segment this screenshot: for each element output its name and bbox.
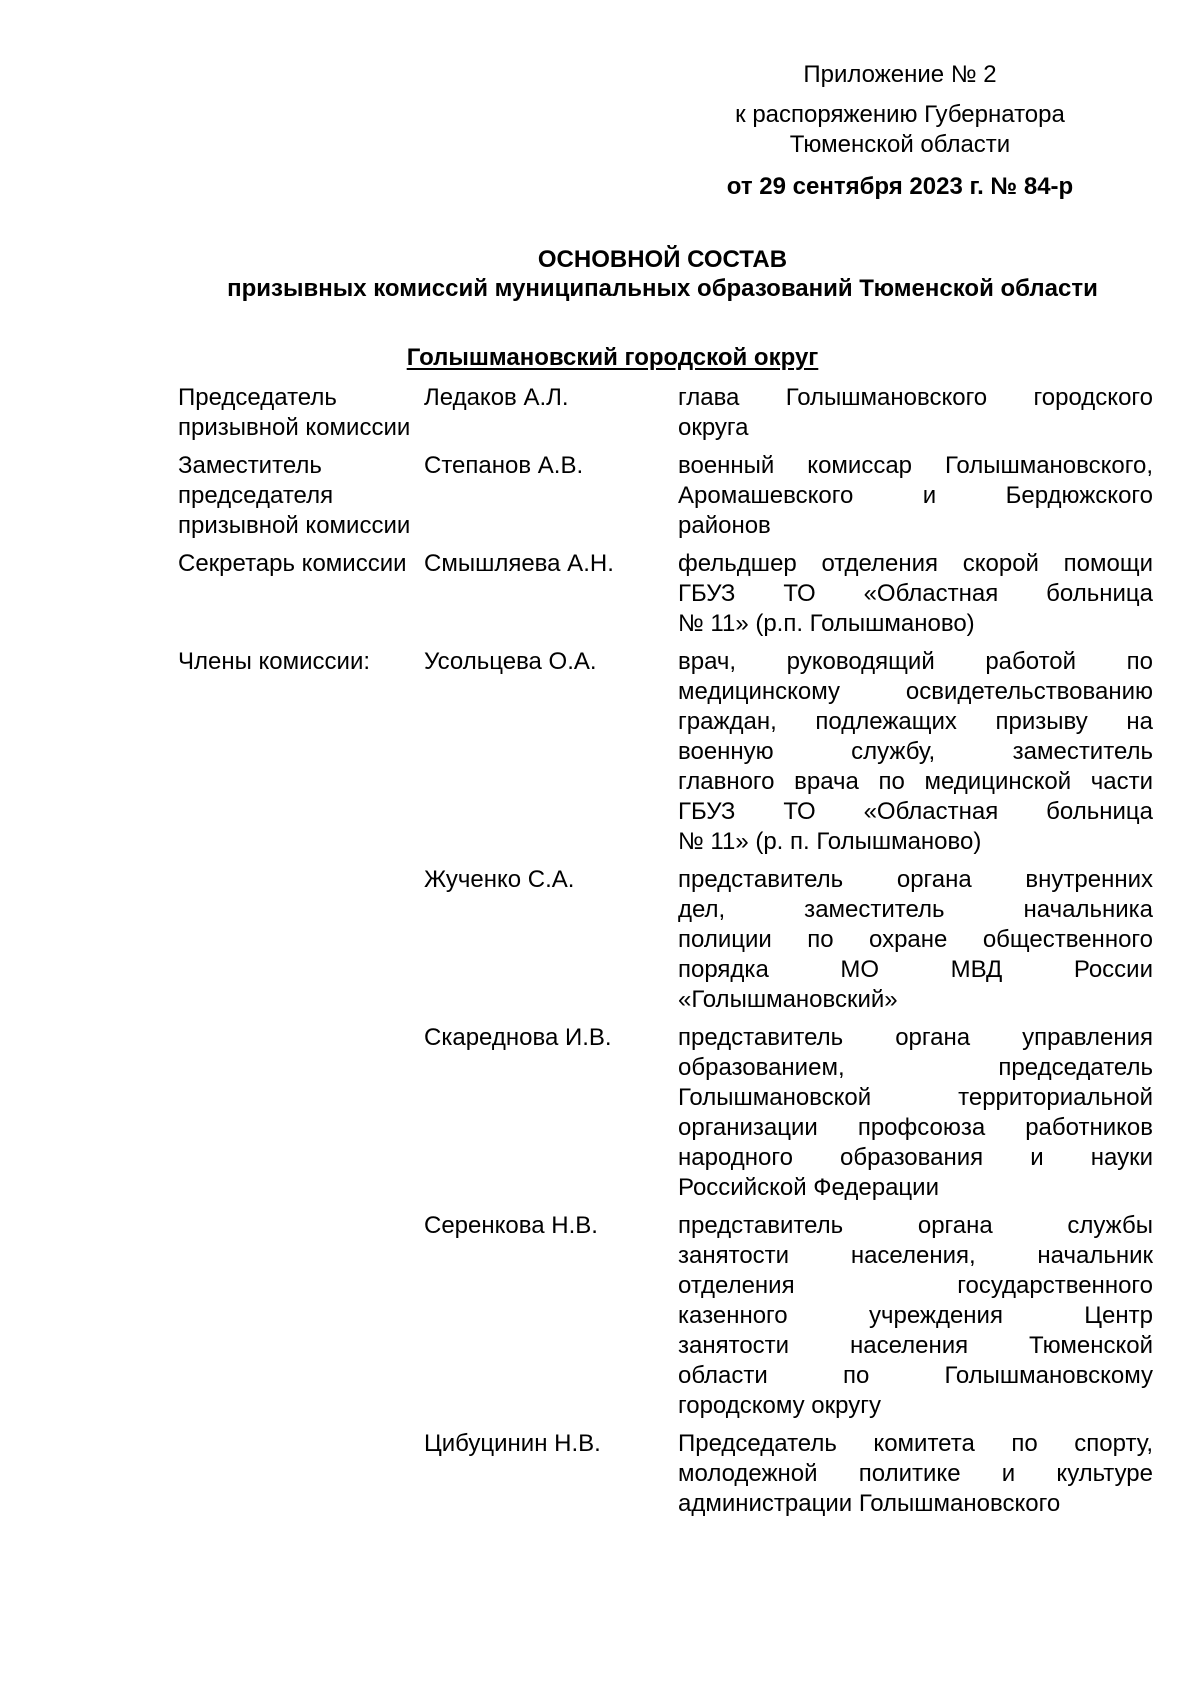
position-line: казенного учреждения Центр <box>678 1302 1153 1329</box>
position-line: ГБУЗ ТО «Областная больница <box>678 580 1153 607</box>
position-line: представитель органа управления <box>678 1024 1153 1051</box>
position-line: представитель органа внутренних <box>678 866 1153 893</box>
section-title <box>0 343 1200 373</box>
order-reference: к распоряжению Губернатора Тюменской области <box>735 101 1065 158</box>
member-role <box>178 1023 424 1203</box>
position-line: главного врача по медицинской части <box>678 768 1153 795</box>
position-line: ГБУЗ ТО «Областная больница <box>678 798 1153 825</box>
member-name: Ледаков А.Л. <box>424 384 569 411</box>
position-line: «Голышмановский» <box>678 986 898 1013</box>
member-name: Смышляева А.Н. <box>424 550 614 577</box>
position-line: Голышмановской территориальной <box>678 1084 1153 1111</box>
position-line: организации профсоюза работников <box>678 1114 1153 1141</box>
appendix-number: Приложение № 2 <box>803 61 997 88</box>
position-line: дел, заместитель начальника <box>678 896 1153 923</box>
position-line: врач, руководящий работой по <box>678 648 1153 675</box>
position-line: молодежной политике и культуре <box>678 1460 1153 1487</box>
position-line: военный комиссар Голышмановского, <box>678 452 1153 479</box>
position-line: округа <box>678 414 749 441</box>
position-line: медицинскому освидетельствованию <box>678 678 1153 705</box>
member-position <box>678 383 1153 443</box>
table-row <box>178 865 1158 1015</box>
table-row <box>178 549 1158 639</box>
position-line: области по Голышмановскому <box>678 1362 1153 1389</box>
position-line: полиции по охране общественного <box>678 926 1153 953</box>
member-position <box>678 451 1153 541</box>
member-role <box>178 1429 424 1519</box>
member-role: Члены комиссии: <box>178 648 371 675</box>
member-name: Усольцева О.А. <box>424 648 597 675</box>
position-line: Председатель комитета по спорту, <box>678 1430 1153 1457</box>
document-title: ОСНОВНОЙ СОСТАВ <box>537 246 788 273</box>
member-name: Жученко С.А. <box>424 866 575 893</box>
member-position <box>678 1023 1153 1203</box>
position-line: районов <box>678 512 771 539</box>
position-line: военную службу, заместитель <box>678 738 1153 765</box>
member-name: Степанов А.В. <box>424 452 584 479</box>
position-line: образованием, председатель <box>678 1054 1153 1081</box>
member-role: Секретарь комиссии <box>178 550 407 577</box>
position-line: фельдшер отделения скорой помощи <box>678 550 1153 577</box>
commission-members-table <box>178 383 1158 1519</box>
position-line: занятости населения, начальник <box>678 1242 1153 1269</box>
document-subtitle: призывных комиссий муниципальных образований Тюменской области <box>227 275 1098 302</box>
position-line: народного образования и науки <box>678 1144 1153 1171</box>
table-row <box>178 1023 1158 1203</box>
position-line: занятости населения Тюменской <box>678 1332 1153 1359</box>
table-row <box>178 451 1158 541</box>
order-date: от 29 сентября 2023 г. № 84-р <box>726 173 1074 200</box>
position-line: городскому округу <box>678 1392 881 1419</box>
position-line: Российской Федерации <box>678 1174 939 1201</box>
section-name: Голышмановский городской округ <box>406 344 819 371</box>
member-role: Председатель призывной комиссии <box>178 384 411 441</box>
member-position <box>678 1211 1153 1421</box>
member-position <box>678 865 1153 1015</box>
position-line: № 11» (р.п. Голышманово) <box>678 610 975 637</box>
position-line: Аромашевского и Бердюжского <box>678 482 1153 509</box>
table-row <box>178 1211 1158 1421</box>
position-line: отделения государственного <box>678 1272 1153 1299</box>
member-role <box>178 1211 424 1421</box>
member-role: Заместитель председателя призывной комиссии <box>178 452 411 539</box>
member-name: Цибуцинин Н.В. <box>424 1430 601 1457</box>
table-row <box>178 383 1158 443</box>
member-name: Серенкова Н.В. <box>424 1212 598 1239</box>
position-line: глава Голышмановского городского <box>678 384 1153 411</box>
position-line: № 11» (р. п. Голышманово) <box>678 828 982 855</box>
position-line: представитель органа службы <box>678 1212 1153 1239</box>
table-row <box>178 1429 1158 1519</box>
position-line: администрации Голышмановского <box>678 1490 1061 1517</box>
member-position <box>678 1429 1153 1519</box>
member-name: Скареднова И.В. <box>424 1024 612 1051</box>
position-line: граждан, подлежащих призыву на <box>678 708 1153 735</box>
member-position <box>678 549 1153 639</box>
member-position <box>678 647 1153 857</box>
table-row <box>178 647 1158 857</box>
position-line: порядка МО МВД России <box>678 956 1153 983</box>
member-role <box>178 865 424 1015</box>
